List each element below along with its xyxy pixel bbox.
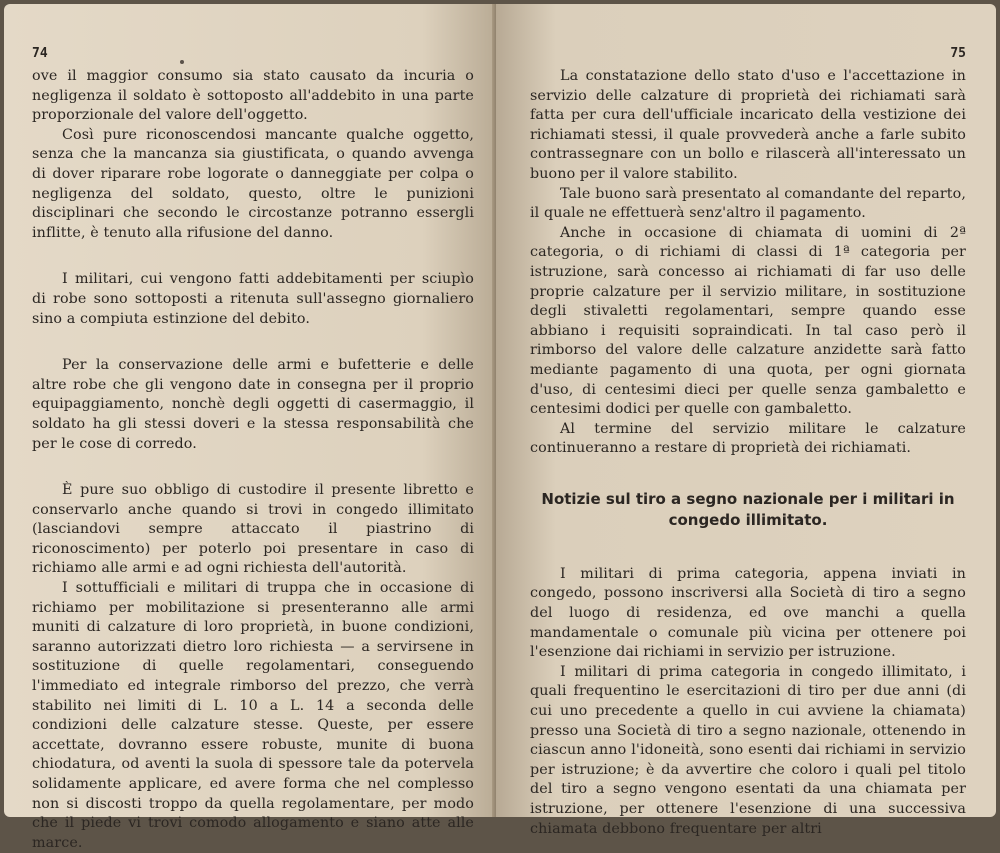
- paragraph: Così pure riconoscendosi mancante qualche oggetto, senza che la mancanza sia giustificata, o quando avvenga di dover riparare robe logorate o danneggiate per colpa o negligenza del soldato, questo, oltre le punizioni disciplinari che secondo le circostanze potranno essergli inflitte, è tenuto alla rifusione del danno.: [32, 126, 474, 241]
- paragraph: I militari di prima categoria in congedo illimitato, i quali frequentino le esercitazioni di tiro per due anni (di cui uno precedente a quello in cui avviene la chiamata) presso una Società di tiro a segno nazionale, ottenendo in ciascun anno l'idoneità, sono esenti dai richiami in servizio per istruzione; è da avvertire che coloro i quali pel titolo del tiro a segno vengono esentati da una chiamata per istruzione, per ottenere l'esenzione di una successiva chiamata debbono frequentare per altri: [530, 663, 966, 837]
- page-number-right: 75: [950, 46, 966, 61]
- section-title: Notizie sul tiro a segno nazionale per i militari in congedo illimitato.: [541, 489, 955, 529]
- page-number-left: 74: [32, 46, 48, 61]
- paragraph: È pure suo obbligo di custodire il presente libretto e conservarlo anche quando si trovi in congedo illimitato (lasciandovi sempre attaccato il piastrino di riconoscimento) per poterlo poi presentare in caso di richiamo alle armi e ad ogni richiesta dell'autorità.: [32, 482, 474, 577]
- paragraph: Tale buono sarà presentato al comandante del reparto, il quale ne effettuerà senz'altro il pagamento.: [530, 185, 966, 222]
- paragraph: I sottufficiali e militari di truppa che in occasione di richiamo per mobilitazione si presenteranno alle armi muniti di calzature di loro proprietà, in buone condizioni, saranno autorizzati dietro loro richiesta — a servirsene in sostituzione di quelle regolamentari, conseguendo l'immediato ed integrale rimborso del prezzo, che verrà stabilito nei limiti di L. 10 a L. 14 a seconda delle condizioni delle calzature stesse. Queste, per essere accettate, dovranno essere robuste, munite di buona chiodatura, od aventi la suola di spessore tale da potervela solidamente applicare, ed avere forma che nel complesso non si discosti troppo da quella regolamentare, per modo che il piede vi trovi comodo allogamento e siano atte alle marce.: [32, 580, 474, 851]
- open-booklet: [4, 4, 996, 851]
- paragraph: La constatazione dello stato d'uso e l'accettazione in servizio delle calzature di proprietà dei richiamati sarà fatta per cura dell'ufficiale incaricato della vestizione dei richiamati stessi, il quale provvederà anche a farle subito contrassegnare con un bollo e rilascerà all'interessato un buono per il valore stabilito.: [530, 68, 966, 182]
- right-page: [496, 4, 996, 837]
- paragraph: Per la conservazione delle armi e bufetterie e delle altre robe che gli vengono date in consegna per il proprio equipaggiamento, nonchè degli oggetti di casermaggio, il soldato ha gli stessi doveri e la stessa responsabilità che per le cose di corredo.: [32, 357, 474, 452]
- paragraph: ove il maggior consumo sia stato causato da incuria o negligenza il soldato è sottoposto all'addebito in una parte proporzionale del valore dell'oggetto.: [32, 68, 474, 124]
- left-page: [4, 4, 496, 851]
- paragraph: I militari di prima categoria, appena inviati in congedo, possono inscriversi alla Società di tiro a segno del luogo di residenza, ed ove manchi a quella mandamentale o comunale più vicina per ottenere poi l'esenzione dai richiami in servizio per istruzione.: [530, 565, 966, 661]
- ink-dot: [180, 60, 184, 64]
- paragraph: I militari, cui vengono fatti addebitamenti per sciupìo di robe sono sottoposti a ritenuta sull'assegno giornaliero sino a compiuta estinzione del debito.: [32, 271, 474, 327]
- paragraph: Al termine del servizio militare le calzature continueranno a restare di proprietà dei richiamati.: [530, 420, 966, 457]
- paragraph: Anche in occasione di chiamata di uomini di 2ª categoria, o di richiami di classi di 1ª categoria per istruzione, sarà concesso ai richiamati di far uso delle proprie calzature per il servizio militare, in sostituzione degli stivaletti regolamentari, sempre quando esse abbiano i requisiti sopraindicati. In tal caso però il rimborso del valore delle calzature anzidette sarà fatto mediante pagamento di una quota, per ogni giornata d'uso, di centesimi dieci per quelle senza gambaletto e centesimi dodici per quelle con gambaletto.: [530, 224, 966, 418]
